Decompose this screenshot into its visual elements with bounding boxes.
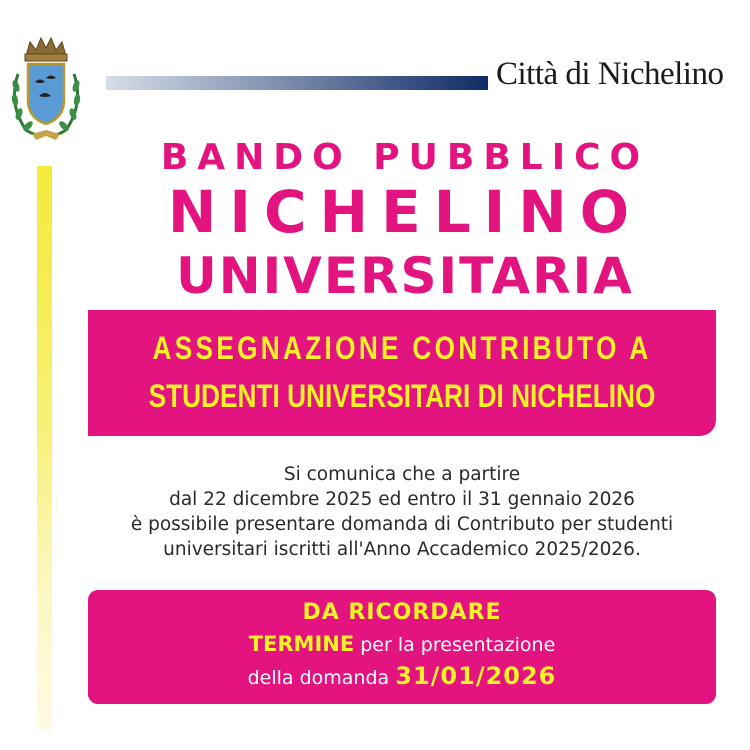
reminder-box — [88, 590, 716, 704]
term-word: TERMINE — [248, 632, 355, 656]
city-name: Città di Nichelino — [496, 56, 724, 92]
deadline-date: 31/01/2026 — [395, 662, 557, 690]
reminder-term-line — [88, 632, 716, 656]
subject-banner — [88, 310, 716, 436]
reminder-title: DA RICORDARE — [302, 600, 502, 625]
announcement-text — [88, 462, 716, 562]
banner-line-2: STUDENTI UNIVERSITARI DI NICHELINO — [148, 378, 656, 414]
coat-of-arms-icon — [8, 34, 84, 146]
banner-line-1: ASSEGNAZIONE CONTRIBUTO A — [152, 330, 652, 366]
side-accent-bar — [37, 166, 52, 730]
title-universitaria: UNIVERSITARIA — [176, 247, 634, 305]
term-rest: per la presentazione — [354, 634, 556, 656]
title-bando-pubblico: BANDO PUBBLICO — [160, 137, 650, 178]
announcement-line-2: dal 22 dicembre 2025 ed entro il 31 gennaio 2026 — [169, 489, 635, 510]
reminder-deadline-line — [88, 662, 716, 690]
announcement-line-1: Si comunica che a partire — [283, 464, 521, 485]
header-rule — [106, 76, 488, 90]
announcement-line-3: è possibile presentare domanda di Contributo per studenti — [130, 514, 674, 535]
title-nichelino: NICHELINO — [167, 178, 643, 246]
deadline-prefix: della domanda — [247, 667, 396, 689]
announcement-line-4: universitari iscritti all'Anno Accademico 2025/2026. — [163, 539, 641, 560]
